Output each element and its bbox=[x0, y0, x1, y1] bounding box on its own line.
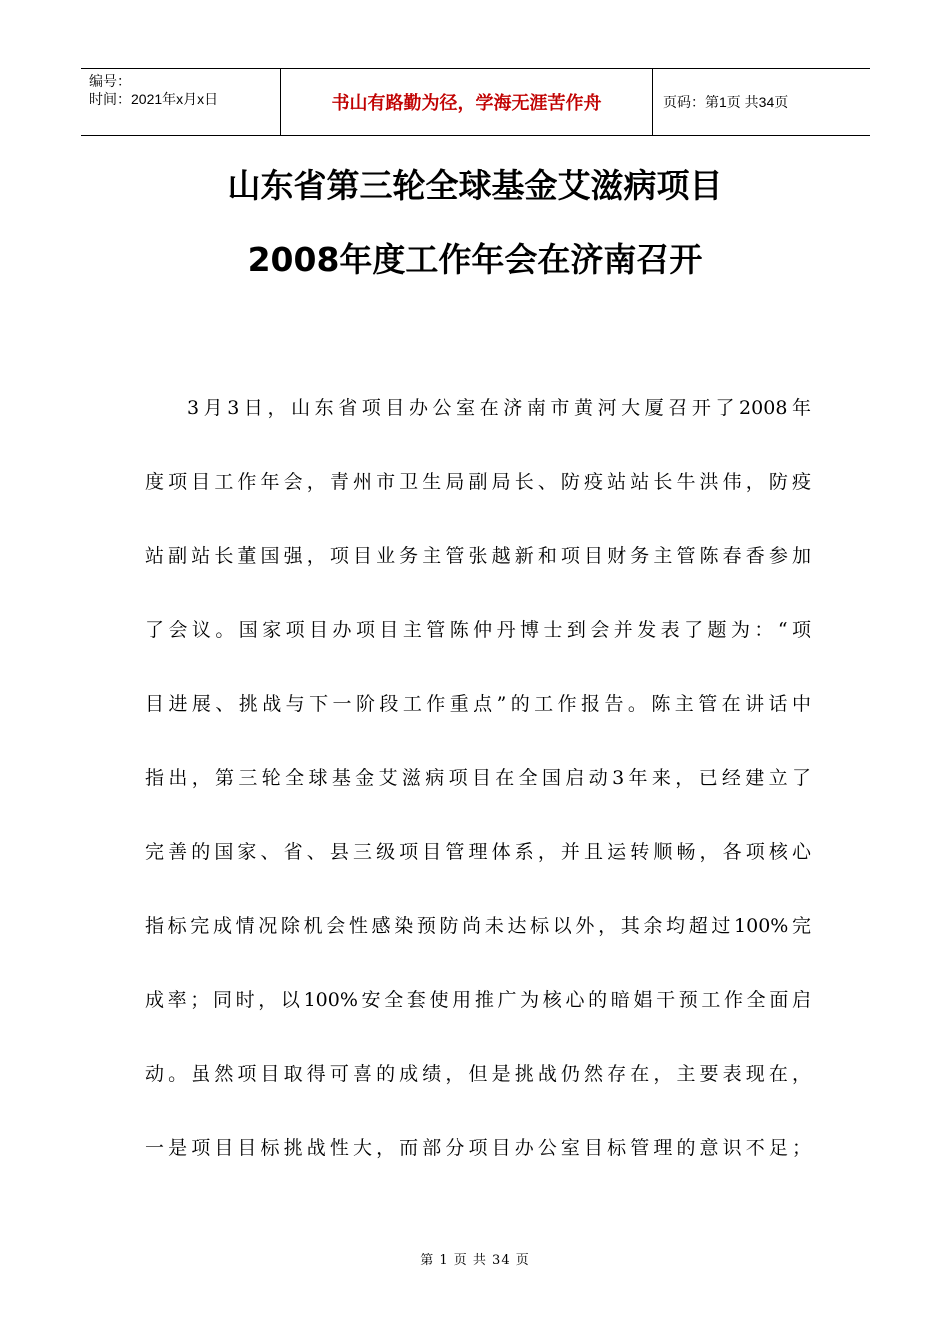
body-line: 3月3日，山东省项目办公室在济南市黄河大厦召开了2008年 bbox=[187, 397, 811, 419]
body-paragraph bbox=[145, 371, 811, 1185]
page-footer: 第 1 页 共 34 页 bbox=[420, 1253, 530, 1268]
body-line: 成率；同时，以100%安全套使用推广为核心的暗娼干预工作全面启 bbox=[145, 989, 811, 1011]
header-page-info bbox=[653, 69, 870, 135]
header-motto bbox=[281, 69, 653, 135]
body-line: 指出，第三轮全球基金艾滋病项目在全国启动3年来，已经建立了 bbox=[145, 767, 811, 789]
body-line: 完善的国家、省、县三级项目管理体系，并且运转顺畅，各项核心 bbox=[145, 841, 811, 863]
number-label: 编号： bbox=[89, 73, 131, 89]
time-label: 时间：2021年x月x日 bbox=[89, 91, 219, 107]
header-table bbox=[81, 68, 870, 136]
page-info-text: 页码：第1页 共34页 bbox=[663, 94, 789, 110]
body-line: 指标完成情况除机会性感染预防尚未达标以外，其余均超过100%完 bbox=[145, 915, 811, 937]
document-title-line-2: 2008年度工作年会在济南召开 bbox=[247, 240, 703, 279]
body-line: 了会议。国家项目办项目主管陈仲丹博士到会并发表了题为：“项 bbox=[145, 619, 811, 641]
body-line: 目进展、挑战与下一阶段工作重点”的工作报告。陈主管在讲话中 bbox=[145, 693, 811, 715]
body-line: 动。虽然项目取得可喜的成绩，但是挑战仍然存在，主要表现在， bbox=[145, 1063, 811, 1085]
body-line: 度项目工作年会，青州市卫生局副局长、防疫站站长牛洪伟，防疫 bbox=[145, 471, 811, 493]
body-line: 一是项目目标挑战性大，而部分项目办公室目标管理的意识不足； bbox=[145, 1137, 811, 1159]
document-title-line-1: 山东省第三轮全球基金艾滋病项目 bbox=[227, 166, 723, 205]
motto-text: 书山有路勤为径，学海无涯苦作舟 bbox=[331, 93, 602, 114]
header-meta bbox=[81, 69, 281, 135]
body-line: 站副站长董国强，项目业务主管张越新和项目财务主管陈春香参加 bbox=[145, 545, 811, 567]
